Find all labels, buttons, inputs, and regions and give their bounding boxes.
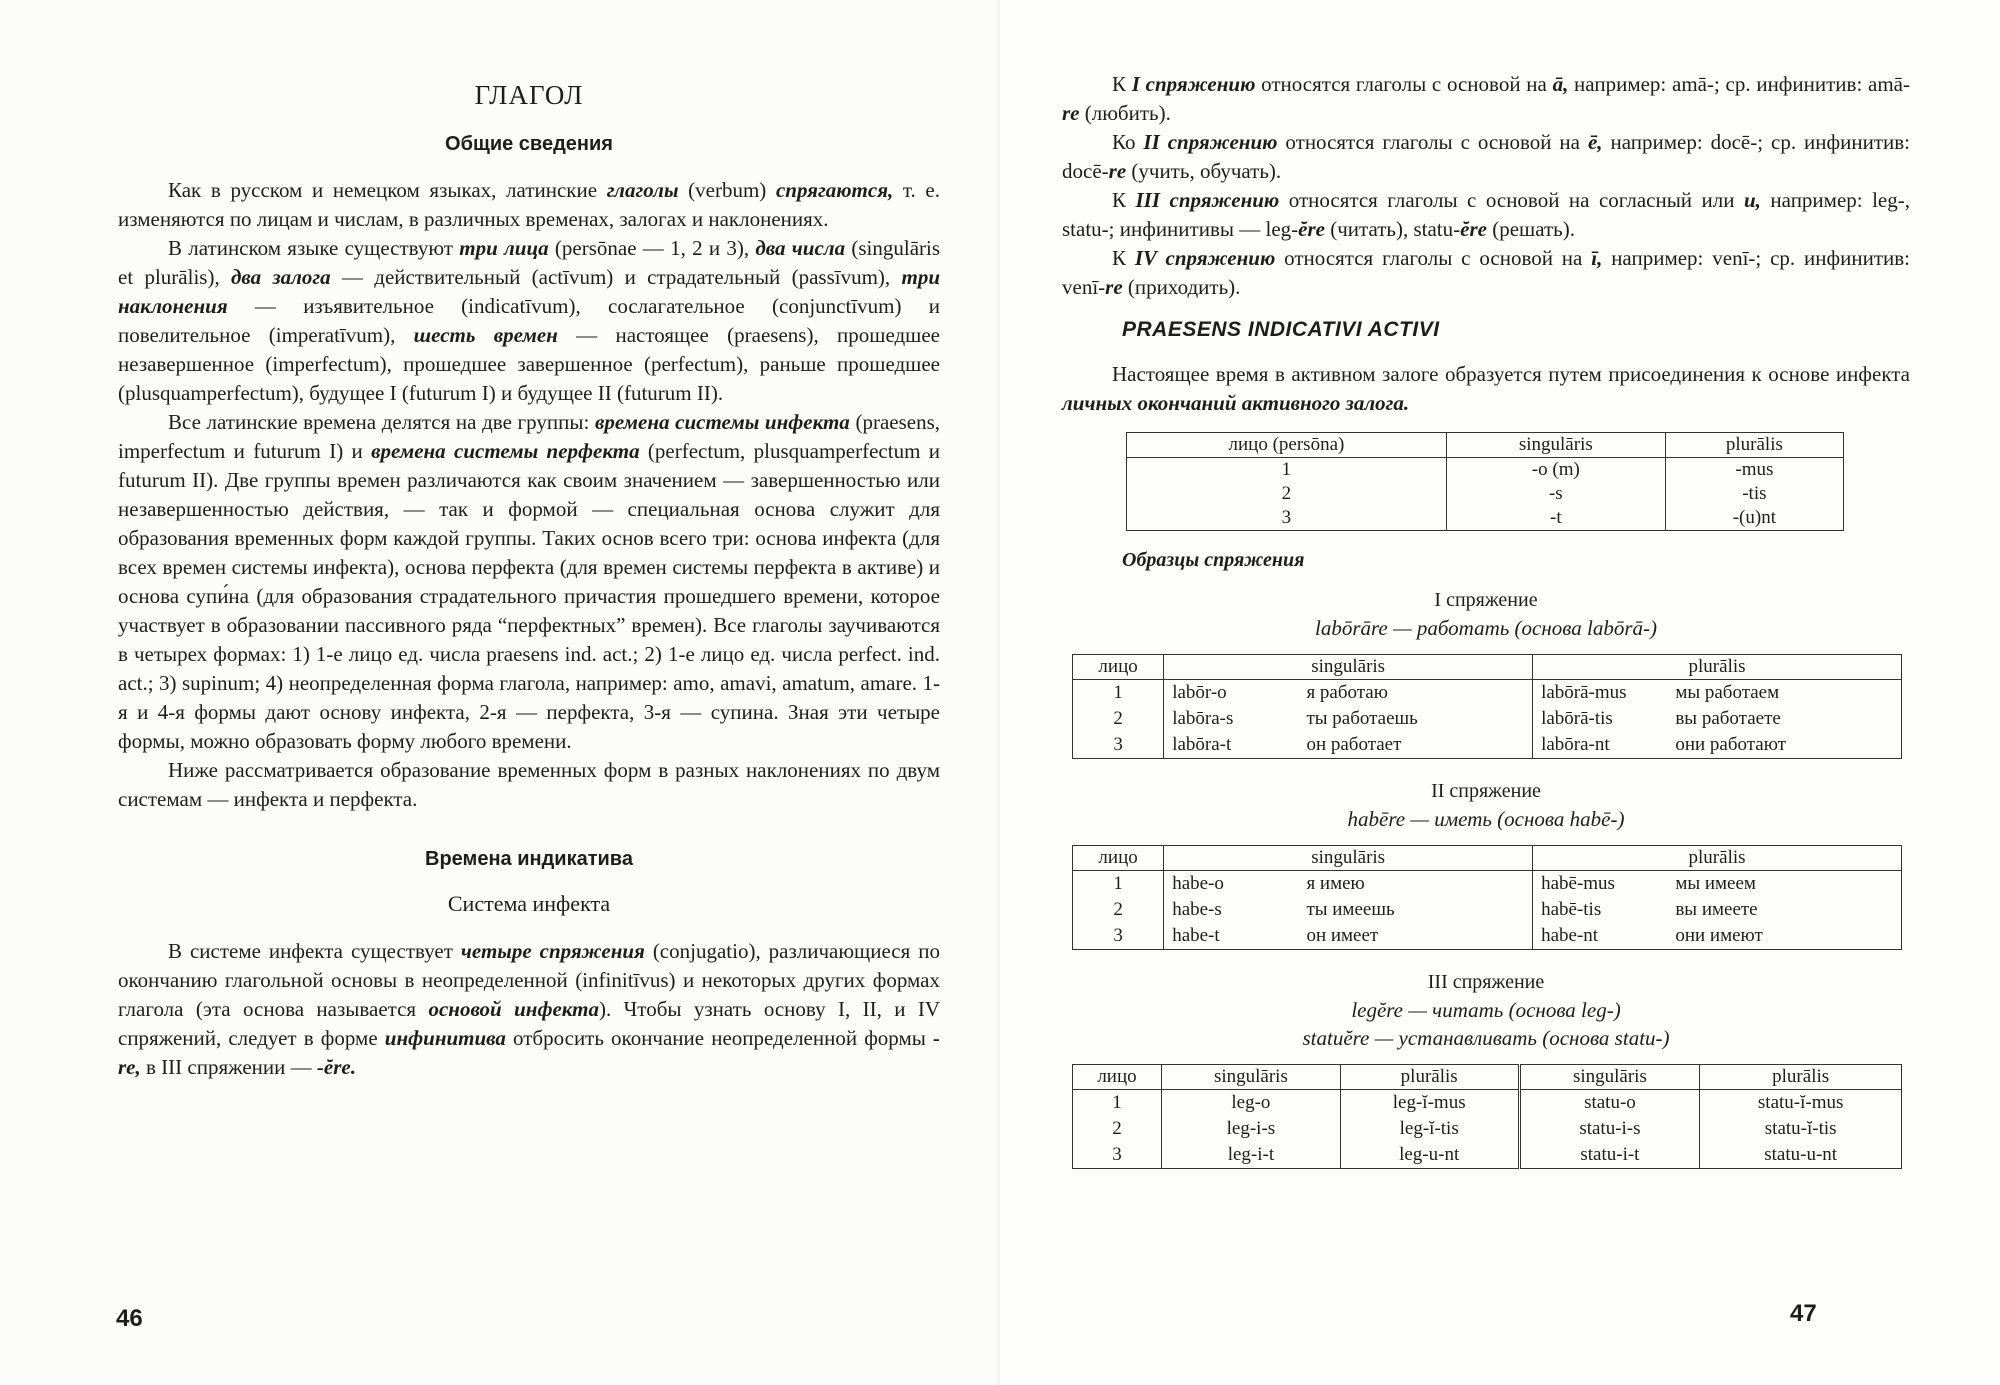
conj1-title: I спряжение (1434, 589, 1538, 611)
paragraph-verb-intro: Как в русском и немецком языках, латинские глаголы (verbum) спрягаются, т. е. изменяются по лицам и числам, в различных временах, залогах и наклонениях. (118, 178, 940, 231)
conj2-table (1072, 845, 1902, 950)
section-heading-general: Общие сведения (445, 133, 613, 155)
samples-heading: Образцы спряжения (1122, 549, 1305, 571)
conj3-subtitle-leg: legĕre — читать (основа leg-) (1351, 998, 1621, 1022)
table-row: 1 habe-o я имею habē-mus мы имеем (1073, 871, 1902, 898)
header-singular: singulāris (1446, 433, 1665, 458)
table-row: 3 habe-t он имеет habe-nt они имеют (1073, 923, 1902, 950)
table-row: 1 -o (m) -mus (1127, 458, 1844, 483)
paragraph-overview: Ниже рассматривается образование временных форм в разных наклонениях по двум системам — инфекта и перфекта. (118, 758, 940, 811)
conj3-subtitle-statu: statuĕre — устанавливать (основа statu-) (1302, 1026, 1670, 1050)
paragraph-praesens-intro: Настоящее время в активном залоге образуется путем присоединения к основе инфекта личных окончаний активного залога. (1062, 362, 1910, 415)
conj1-subtitle: labōrāre — работать (основа labōrā-) (1314, 616, 1658, 640)
table-header-row: лицо singulāris plurālis (1073, 655, 1902, 680)
paragraph-tense-groups: Все латинские времена делятся на две группы: времена системы инфекта (praesens, imperfectum и futurum I) и времена системы перфекта (perfectum, plusquamperfectum и futurum II). Две группы времен различаются как своим значением — завершенностью или незавершенностью действия, — так и формой — специальная основа служит для образования временных форм каждой группы. Таких основ всего три: основа инфекта (для всех времен системы инфекта), основа перфекта (для времен системы перфекта в активе) и основа супи́на (для образования страдательного причастия прошедшего времени, которое участвует в образовании пассивного ряда “перфектных” времен). Все глаголы заучиваются в четырех формах: 1) 1-е лицо ед. числа praesens ind. act.; 2) 1-е лицо ед. числа perfect. ind. act.; 3) supinum; 4) неопределенная форма глагола, например: amo, amavi, amatum, amare. 1-я и 4-я формы дают основу инфекта, 2-я — перфекта, 3-я — супина. Зная эти четыре формы, можно образовать форму любого времени. (118, 410, 940, 753)
chapter-title: ГЛАГОЛ (474, 80, 584, 110)
conj3-table (1072, 1064, 1902, 1169)
page-number-left: 46 (116, 1305, 143, 1332)
table-row: 1 leg-o leg-ĭ-mus statu-o statu-ĭ-mus (1073, 1090, 1902, 1117)
header-plural: plurālis (1665, 433, 1843, 458)
table-row: 2 habe-s ты имеешь habē-tis вы имеете (1073, 897, 1902, 923)
conj2-subtitle: habēre — иметь (основа habē-) (1347, 807, 1625, 831)
section-heading-praesens: PRAESENS INDICATIVI ACTIVI (1122, 318, 1440, 341)
table-header-row: лицо singulāris plurālis (1073, 846, 1902, 871)
table-header-row (1127, 433, 1844, 458)
section-heading-indicative: Времена индикатива (425, 848, 633, 870)
table-row: 3 -t -(u)nt (1127, 506, 1844, 531)
paragraph-conj-3: К III спряжению относятся глаголы с основой на согласный или u, например: leg-, statu-; инфинитивы — leg-ĕre (читать), statu-ĕre (решать). (1062, 188, 1910, 241)
table-row: 2 leg-i-s leg-ĭ-tis statu-i-s statu-ĭ-tis (1073, 1116, 1902, 1142)
endings-table (1126, 432, 1844, 531)
page-number-right: 47 (1790, 1300, 1817, 1327)
paragraph-conjugations: В системе инфекта существует четыре спряжения (conjugatio), различающиеся по окончанию глагольной основы в неопределенной (infinitīvus) и некоторых других формах глагола (эта основа называется основой инфекта). Чтобы узнать основу I, II, и IV спряжений, следует в форме инфинитива отбросить окончание неопределенной формы -re, в III спряжении — -ĕre. (118, 939, 941, 1079)
paragraph-conj-1: К I спряжению относятся глаголы с основой на ā, например: amā-; ср. инфинитив: amā-re (любить). (1062, 72, 1910, 125)
table-row: 3 labōra-t он работает labōra-nt они работают (1073, 732, 1902, 759)
subsection-heading-infect: Система инфекта (447, 891, 611, 916)
table-row: 2 labōra-s ты работаешь labōrā-tis вы работаете (1073, 706, 1902, 732)
header-person: лицо (persōna) (1127, 433, 1447, 458)
paragraph-conj-4: К IV спряжению относятся глаголы с основой на ī, например: venī-; ср. инфинитив: venī-re (приходить). (1062, 246, 1910, 299)
table-row: 1 labōr-o я работаю labōrā-mus мы работаем (1073, 680, 1902, 707)
conj1-table (1072, 654, 1902, 759)
paragraph-conj-2: Ко II спряжению относятся глаголы с основой на ē, например: docē-; ср. инфинитив: docē-re (учить, обучать). (1062, 130, 1911, 183)
right-page-text (1062, 70, 1910, 1187)
right-page (1000, 0, 2000, 1385)
table-row: 3 leg-i-t leg-u-nt statu-i-t statu-u-nt (1073, 1142, 1902, 1169)
conj3-title: III спряжение (1427, 971, 1545, 993)
left-page-text (118, 72, 940, 1082)
table-row: 2 -s -tis (1127, 482, 1844, 506)
paragraph-categories: В латинском языке существуют три лица (persōnae — 1, 2 и 3), два числа (singulāris et plurālis), два залога — действительный (actīvum) и страдательный (passīvum), три наклонения — изъявительное (indicatīvum), сослагательное (conjunctīvum) и повелительное (imperatīvum), шесть времен — настоящее (praesens), прошедшее незавершенное (imperfectum), прошедшее завершенное (perfectum), раньше прошедшее (plusquamperfectum), будущее I (futurum I) и будущее II (futurum II). (118, 236, 941, 405)
table-header-row: лицо singulāris plurālis singulāris plurālis (1073, 1065, 1902, 1090)
conj2-title: II спряжение (1431, 780, 1541, 802)
